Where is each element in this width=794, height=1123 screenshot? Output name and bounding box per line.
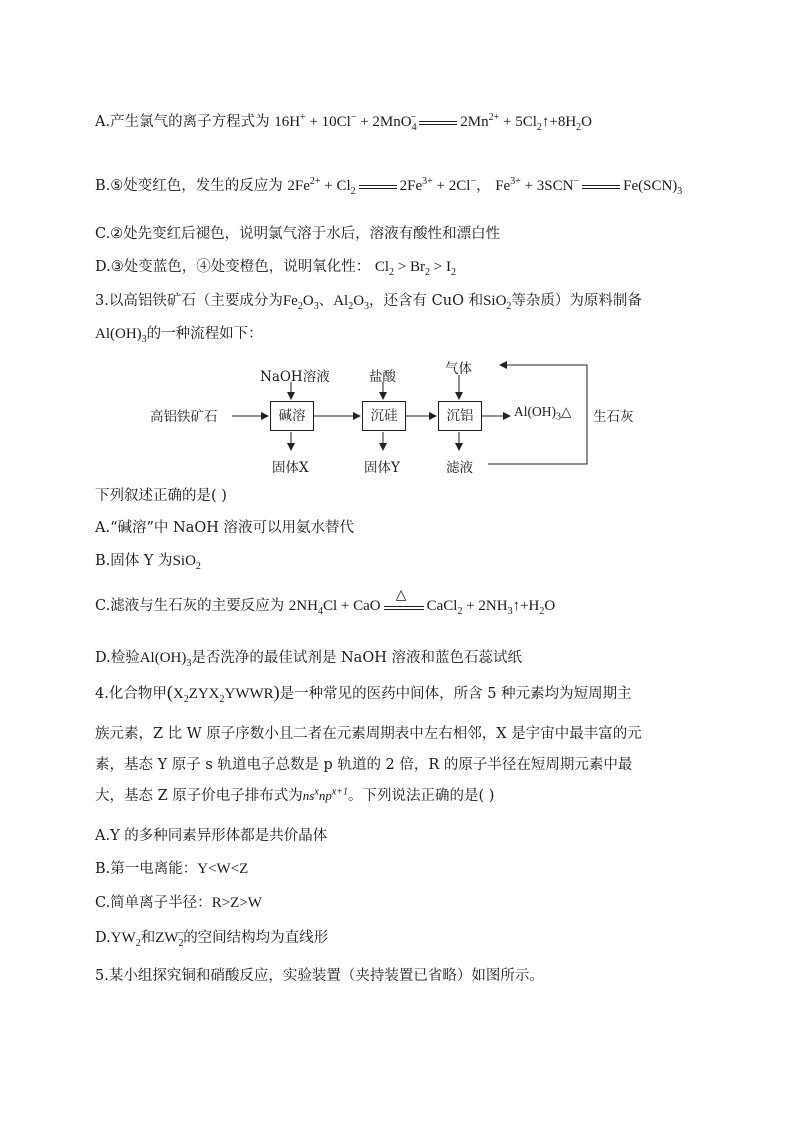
q3-option-a: A.“碱溶”中 NaOH 溶液可以用氨水替代 bbox=[95, 520, 354, 536]
formula-zw2-minus: $ZW_2^-$ bbox=[155, 928, 184, 949]
q3-question: 下列叙述正确的是( ) bbox=[95, 488, 227, 504]
formula-yw2: $YW_2$ bbox=[110, 930, 141, 949]
process-flow-diagram bbox=[150, 355, 650, 480]
q3-stem-line1: 3.以高铝铁矿石（主要成分为$Fe_2O_3$、$Al_2O_3$，还含有 CuO 和SiO$_2$等杂质）为原料制备 bbox=[95, 293, 642, 312]
flow-reagent-hcl: 盐酸 bbox=[369, 369, 396, 385]
flow-reagent-gas: 气体 bbox=[445, 361, 472, 377]
flow-input-ore: 高铝铁矿石 bbox=[150, 409, 218, 425]
q2-option-b: B.⑤处变红色，发生的反应为 $2Fe^{2+} + Cl_2$ $2Fe^{3+} + 2Cl^-$， $Fe^{3+} + 3SCN^-$ $Fe(SCN)_3$ bbox=[95, 176, 683, 197]
flow-step-precipitate-si: 沉硅 bbox=[362, 401, 406, 431]
formula-compound-jia: $(X_2ZYX_2YWWR)$ bbox=[166, 682, 280, 705]
q4-option-c: C.简单离子半径：R>Z>W bbox=[95, 895, 262, 911]
q4-option-d: $D.YW_2$和$ZW_2^-$的空间结构均为直线形 bbox=[95, 928, 329, 949]
q4-stem-line3: 素，基态 Y 原子 s 轨道电子总数是 p 轨道的 2 倍，R 的原子半径在短周期元素中最 bbox=[95, 757, 633, 773]
formula-fe-scn: $Fe^{3+} + 3SCN^-$ $Fe(SCN)_3$ bbox=[495, 176, 683, 197]
formula-aloh3-d: $Al(OH)_3$ bbox=[139, 650, 192, 669]
flow-solid-x: 固体X bbox=[272, 460, 309, 476]
flow-quicklime: 生石灰 bbox=[593, 409, 634, 425]
q3-option-d: D.检验$Al(OH)_3$是否洗净的最佳试剂是 NaOH 溶液和蓝色石蕊试纸 bbox=[95, 650, 522, 669]
q3-option-c: C.滤液与生石灰的主要反应为 $2NH_4Cl$ + CaO △ CaCl$_2$ + $2NH_3↑+H_2O$ bbox=[95, 587, 556, 617]
formula-chlorine-production: 16H+ + 10Cl− + 2MnO$_4$− $2Mn^{2+}$ + $5Cl_2↑+8H_2O$ bbox=[274, 112, 593, 133]
q2-option-a: A.产生氯气的离子方程式为 16H+ + 10Cl− + 2MnO$_4$− $2Mn^{2+}$ + $5Cl_2↑+8H_2O$ bbox=[95, 112, 593, 133]
formula-al2o3: $Al_2O_3$ bbox=[333, 293, 370, 312]
flow-product: $Al(OH)_3\triangle$ bbox=[514, 404, 572, 423]
formula-valence-config: $ns^xnp^{x+1}$ bbox=[302, 786, 348, 803]
formula-fe2o3: $Fe_2O_3$ bbox=[282, 293, 319, 312]
q4-option-a: A.Y 的多种同素异形体都是共价晶体 bbox=[95, 828, 328, 844]
q4-stem-line4: 大，基态 Z 原子价电子排布式为$ns^xnp^{x+1}$。下列说法正确的是( ) bbox=[95, 786, 495, 804]
formula-oxidizing-order: $Cl_2 > Br_2 > I_2$ bbox=[374, 259, 456, 278]
q4-option-b: B.第一电离能：Y<W<Z bbox=[95, 861, 249, 877]
flow-solid-y: 固体Y bbox=[364, 460, 400, 476]
q4-stem-line2: 族元素，Z 比 W 原子序数小且二者在元素周期表中左右相邻，X 是宇宙中最丰富的元 bbox=[95, 726, 642, 742]
formula-sio2-b: SiO$_2$ bbox=[172, 553, 201, 572]
flow-step-precipitate-al: 沉铝 bbox=[438, 401, 482, 431]
q2-option-d: D.③处变蓝色，④处变橙色，说明氧化性： $Cl_2 > Br_2 > I_2$ bbox=[95, 259, 456, 278]
formula-fe-oxidation: $2Fe^{2+} + Cl_2$ $2Fe^{3+} + 2Cl^-$ bbox=[287, 176, 477, 197]
formula-aloh3: $Al(OH)_3$ bbox=[95, 326, 147, 345]
q3-option-b: B.固体 Y 为SiO$_2$ bbox=[95, 553, 201, 572]
flow-filtrate: 滤液 bbox=[446, 460, 473, 476]
flow-reagent-naoh: NaOH溶液 bbox=[260, 369, 330, 385]
flow-step-alkali-dissolve: 碱溶 bbox=[270, 401, 314, 431]
q4-stem-line1: 4.化合物甲$(X_2ZYX_2YWWR)$是一种常见的医药中间体，所含 5 种元素均为短周期主 bbox=[95, 682, 632, 705]
formula-sio2: SiO$_2$ bbox=[483, 293, 512, 312]
q5-stem: 5.某小组探究铜和硝酸反应，实验装置（夹持装置已省略）如图所示。 bbox=[95, 968, 544, 984]
q3-stem-line2: $Al(OH)_3$的一种流程如下： bbox=[95, 326, 263, 345]
q2-option-c: C.②处先变红后褪色，说明氯气溶于水后，溶液有酸性和漂白性 bbox=[95, 226, 501, 242]
formula-nh4cl-cao: $2NH_4Cl$ + CaO △ CaCl$_2$ + $2NH_3↑+H_2O$ bbox=[288, 587, 556, 617]
